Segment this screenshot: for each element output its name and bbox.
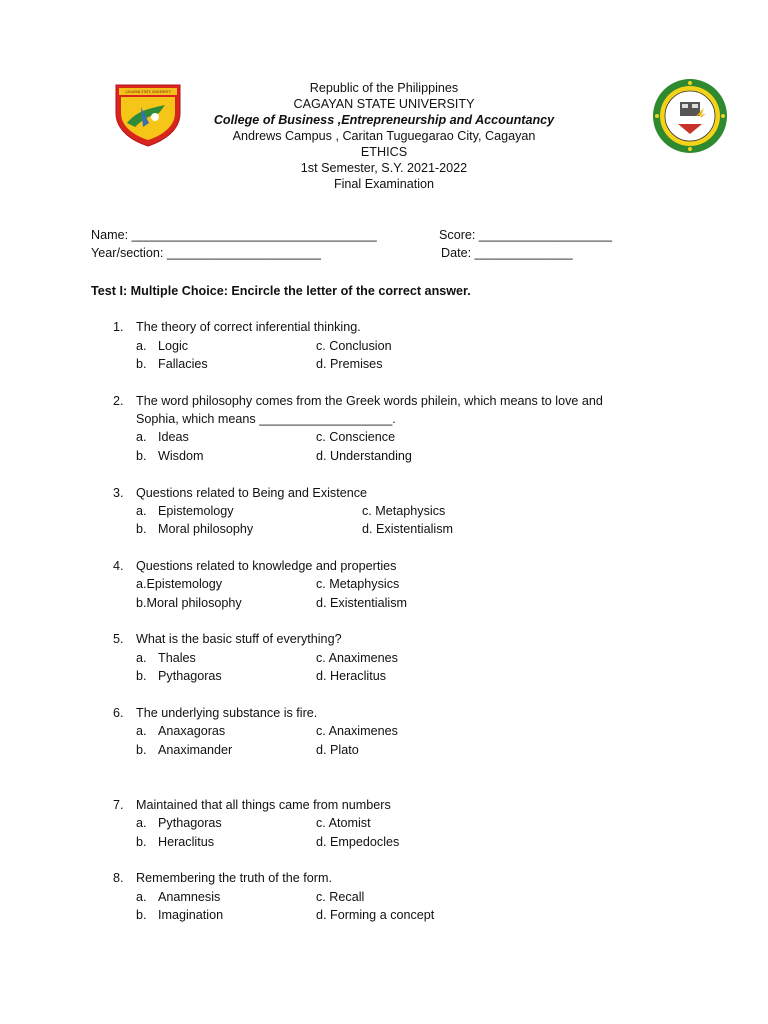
option-letter: b. (136, 522, 147, 536)
option-letter: a. (136, 504, 147, 518)
option-a[interactable]: Pythagoras (158, 816, 222, 830)
option-a[interactable]: Epistemology (158, 504, 234, 518)
option-c[interactable]: c. Recall (316, 890, 365, 904)
question-text-continued: Sophia, which means ___________________. (136, 412, 396, 426)
option-letter: a. (136, 724, 147, 738)
option-letter: b. (136, 669, 147, 683)
option-letter: a. (136, 816, 147, 830)
option-b[interactable]: Wisdom (158, 449, 204, 463)
question-number: 4. (113, 559, 124, 573)
question-number: 5. (113, 632, 124, 646)
question-number: 8. (113, 871, 124, 885)
option-d[interactable]: d. Forming a concept (316, 908, 435, 922)
option-a[interactable]: a.Epistemology (136, 577, 223, 591)
date-field[interactable]: Date: ______________ (441, 246, 573, 260)
option-letter: b. (136, 743, 147, 757)
option-d[interactable]: d. Premises (316, 357, 383, 371)
year-section-field[interactable]: Year/section: ______________________ (91, 246, 321, 260)
option-b[interactable]: b.Moral philosophy (136, 596, 242, 610)
option-a[interactable]: Thales (158, 651, 196, 665)
question-text: What is the basic stuff of everything? (136, 632, 342, 646)
option-d[interactable]: d. Existentialism (362, 522, 453, 536)
option-letter: b. (136, 835, 147, 849)
option-letter: a. (136, 430, 147, 444)
option-c[interactable]: c. Conscience (316, 430, 396, 444)
option-letter: a. (136, 651, 147, 665)
option-b[interactable]: Moral philosophy (158, 522, 254, 536)
header-exam: Final Examination (333, 177, 435, 191)
option-d[interactable]: d. Plato (316, 743, 359, 757)
option-letter: a. (136, 890, 147, 904)
question-text: Questions related to Being and Existence (136, 486, 368, 500)
option-a[interactable]: Anaxagoras (158, 724, 226, 738)
option-d[interactable]: d. Heraclitus (316, 669, 386, 683)
header-republic: Republic of the Philippines (309, 81, 459, 95)
option-letter: b. (136, 908, 147, 922)
question-number: 2. (113, 394, 124, 408)
question-text: The word philosophy comes from the Greek words philein, which means to love and (136, 394, 603, 408)
option-letter: b. (136, 357, 147, 371)
question-text: Questions related to knowledge and properties (136, 559, 397, 573)
option-b[interactable]: Pythagoras (158, 669, 222, 683)
option-b[interactable]: Imagination (158, 908, 224, 922)
question-text: The underlying substance is fire. (136, 706, 318, 720)
option-d[interactable]: d. Understanding (316, 449, 412, 463)
option-c[interactable]: c. Conclusion (316, 339, 392, 353)
option-a[interactable]: Logic (158, 339, 189, 353)
option-d[interactable]: d. Existentialism (316, 596, 407, 610)
option-letter: a. (136, 339, 147, 353)
option-a[interactable]: Ideas (158, 430, 189, 444)
score-field[interactable]: Score: ___________________ (439, 228, 612, 242)
option-b[interactable]: Heraclitus (158, 835, 214, 849)
svg-text:CAGAYAN STATE UNIVERSITY: CAGAYAN STATE UNIVERSITY (125, 90, 171, 94)
question-number: 6. (113, 706, 124, 720)
question-text: Maintained that all things came from numbers (136, 798, 391, 812)
option-b[interactable]: Anaximander (158, 743, 233, 757)
question-number: 7. (113, 798, 124, 812)
header-university: CAGAYAN STATE UNIVERSITY (293, 97, 475, 111)
header-college: College of Business ,Entrepreneurship and Accountancy (213, 113, 555, 127)
question-number: 1. (113, 320, 124, 334)
option-c[interactable]: c. Anaximenes (316, 651, 398, 665)
header-semester: 1st Semester, S.Y. 2021-2022 (300, 161, 468, 175)
option-letter: b. (136, 449, 147, 463)
header-subject: ETHICS (360, 145, 408, 159)
question-number: 3. (113, 486, 124, 500)
name-field[interactable]: Name: ___________________________________ (91, 228, 377, 242)
option-c[interactable]: c. Metaphysics (362, 504, 446, 518)
option-c[interactable]: c. Atomist (316, 816, 371, 830)
option-a[interactable]: Anamnesis (158, 890, 221, 904)
question-text: Remembering the truth of the form. (136, 871, 332, 885)
option-d[interactable]: d. Empedocles (316, 835, 400, 849)
option-c[interactable]: c. Metaphysics (316, 577, 400, 591)
question-text: The theory of correct inferential thinking. (136, 320, 361, 334)
option-c[interactable]: c. Anaximenes (316, 724, 398, 738)
option-b[interactable]: Fallacies (158, 357, 208, 371)
header-campus: Andrews Campus , Caritan Tuguegarao City, Cagayan (232, 129, 536, 143)
test-title: Test I: Multiple Choice: Encircle the letter of the correct answer. (91, 284, 471, 298)
